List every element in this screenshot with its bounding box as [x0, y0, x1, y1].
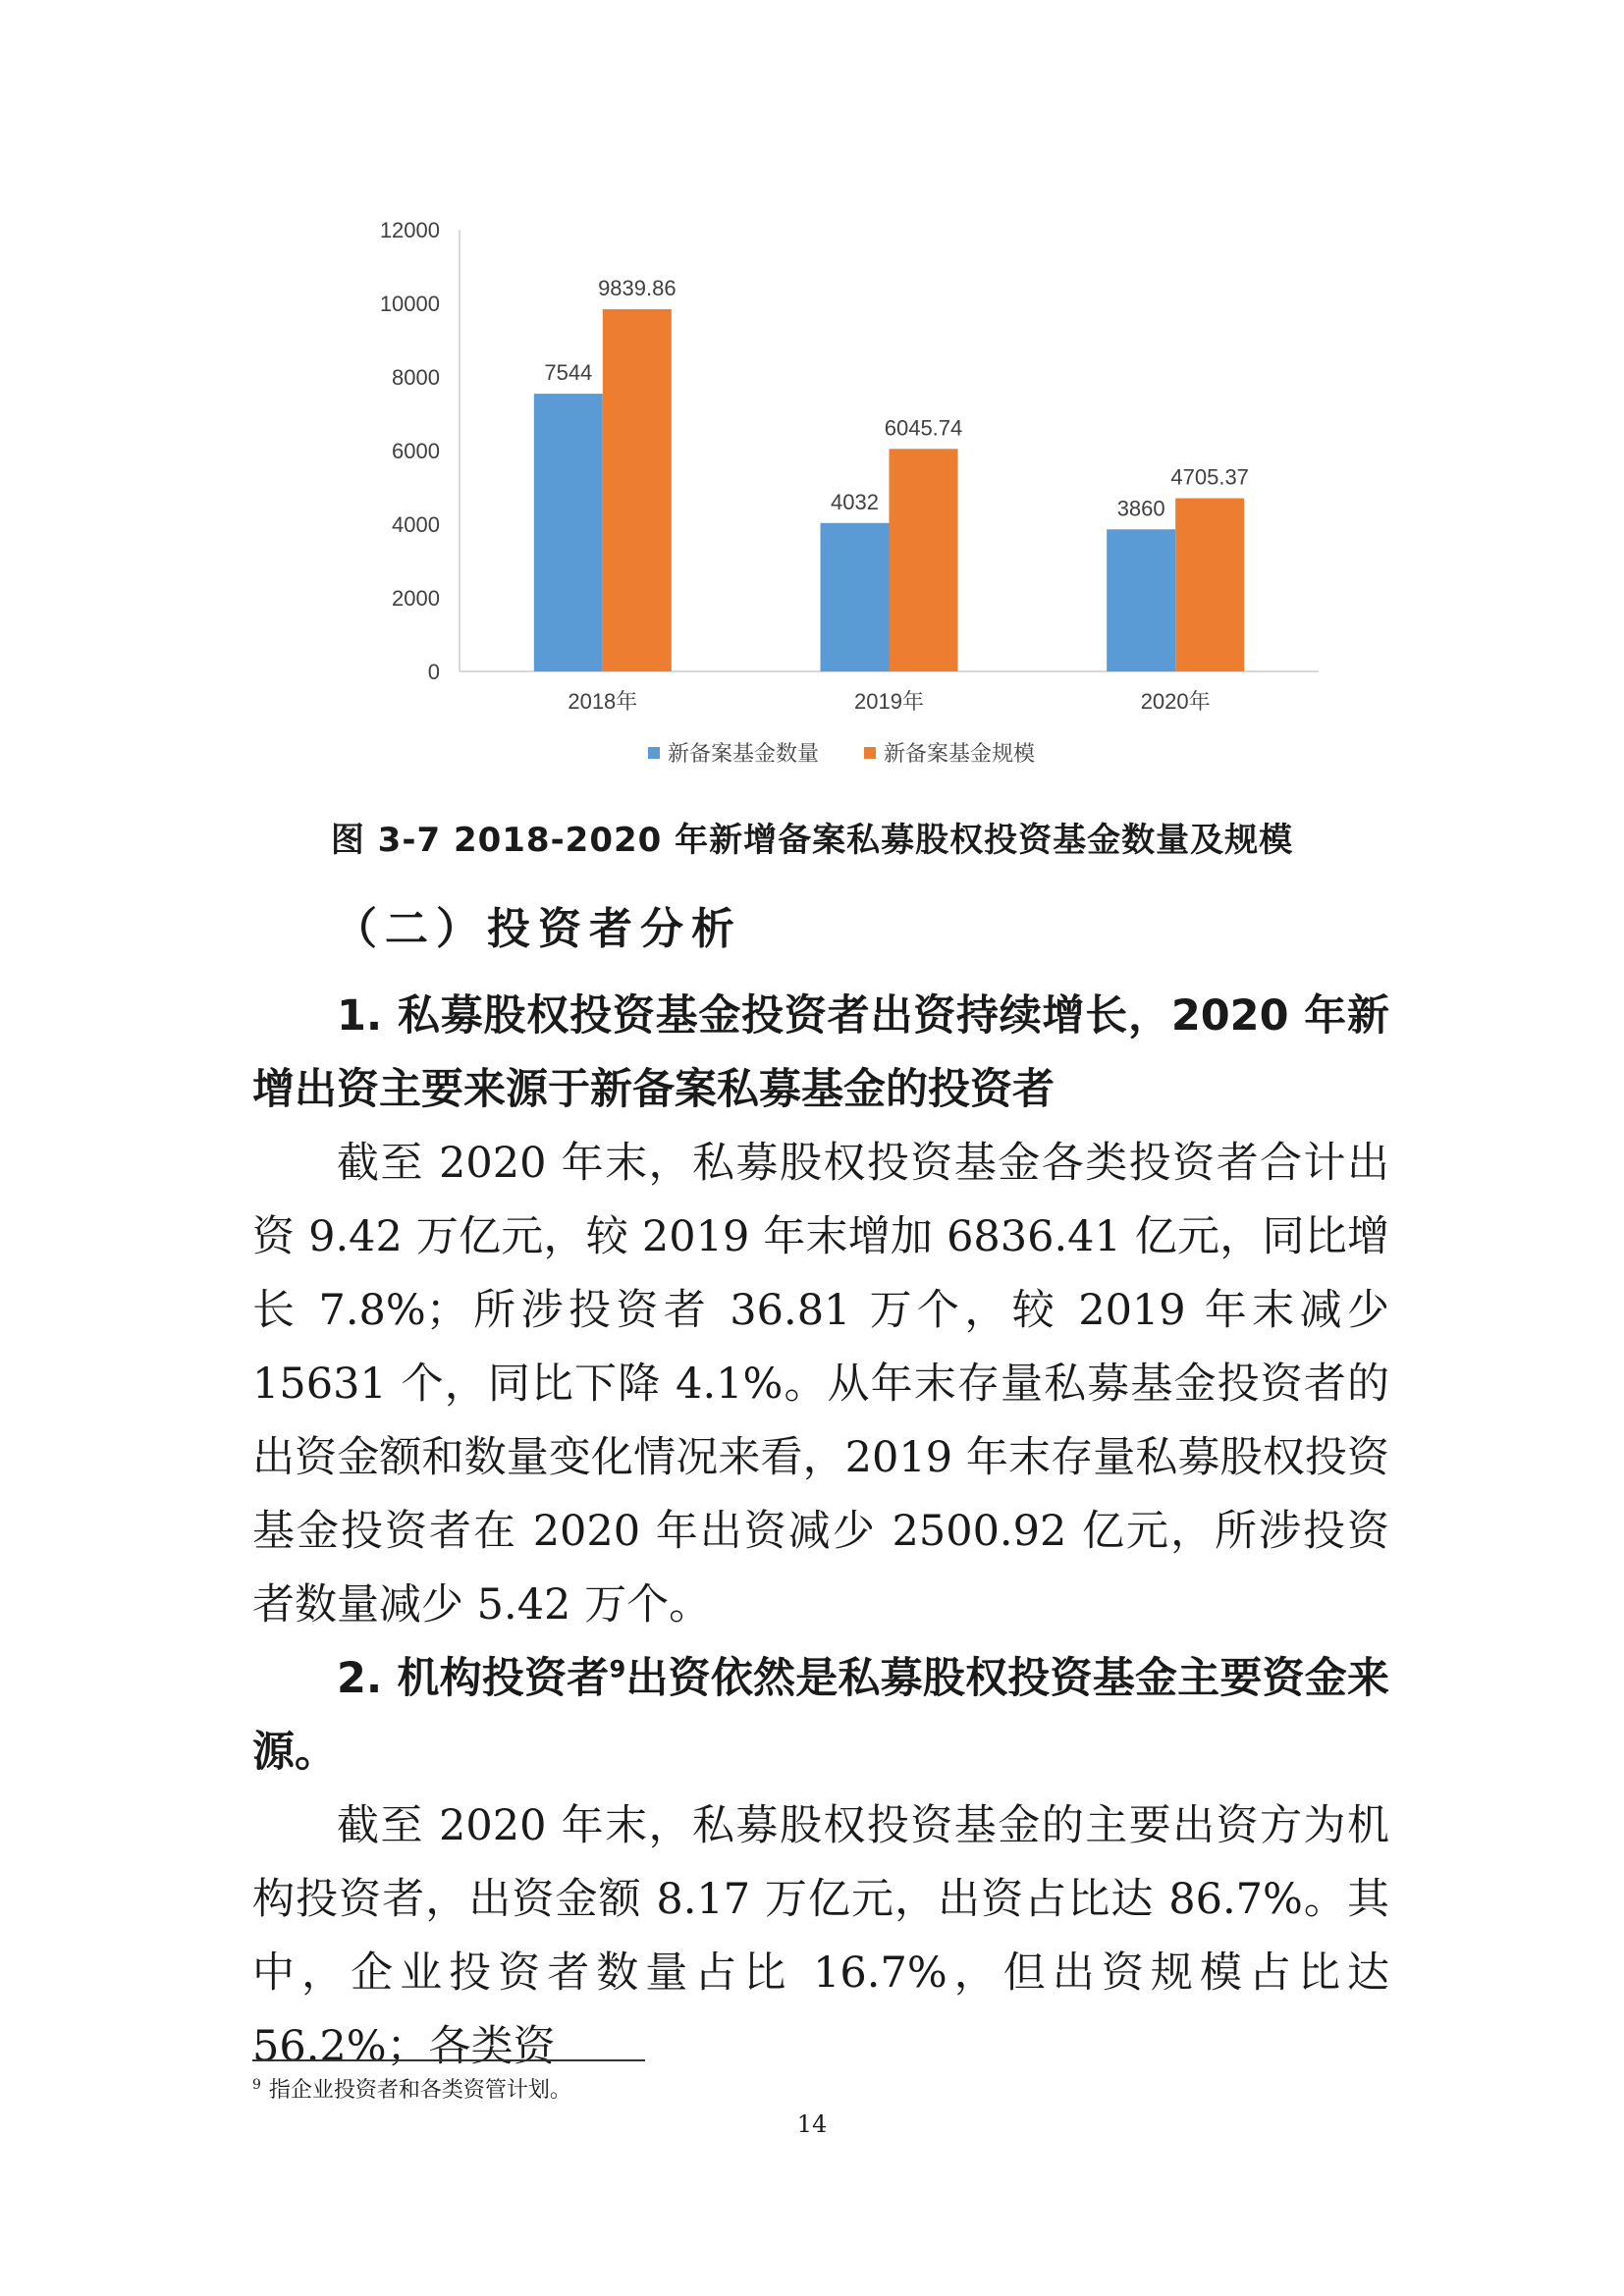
y-tick-label: 10000 [379, 292, 440, 316]
footnote-text: 指企业投资者和各类资管计划。 [268, 2078, 571, 2103]
heading-1: 1. 私募股权投资基金投资者出资持续增长，2020 年新增出资主要来源于新备案私募基金的投资者 [252, 991, 1389, 1114]
footnote-ref[interactable]: 9 [609, 1655, 626, 1683]
legend-label: 新备案基金规模 [884, 741, 1036, 766]
y-tick-label: 4000 [392, 512, 440, 537]
bar [1175, 499, 1244, 671]
x-axis-tick-labels [568, 689, 1210, 714]
bar-data-label: 4032 [831, 489, 879, 514]
figure-caption: 图 3-7 2018-2020 年新增备案私募股权投资基金数量及规模 [330, 821, 1294, 860]
bars-group [534, 309, 1244, 671]
bar-chart [0, 0, 1624, 785]
y-tick-label: 8000 [392, 365, 440, 390]
bar [1107, 529, 1175, 671]
y-axis-tick-labels [380, 218, 440, 684]
bar-data-label: 4705.37 [1170, 464, 1249, 490]
legend [648, 741, 1035, 766]
legend-swatch [648, 747, 660, 759]
bar-data-label: 6045.74 [884, 415, 963, 441]
section-title: （二）投资者分析 [334, 904, 742, 954]
y-tick-label: 0 [427, 660, 440, 684]
bar-data-label: 9839.86 [598, 276, 677, 301]
footnote [252, 2073, 571, 2104]
footnote-divider [252, 2059, 645, 2061]
y-tick-label: 6000 [392, 439, 440, 463]
x-tick-label: 2019年 [854, 689, 924, 714]
x-tick-label: 2020年 [1140, 689, 1211, 714]
heading-2 [252, 1642, 1389, 1789]
paragraph-2: 截至 2020 年末，私募股权投资基金的主要出资方为机构投资者，出资金额 8.17 万亿元，出资占比达 86.7%。其中，企业投资者数量占比 16.7%，但出资规模占比达 56.2%；各类资 [252, 1801, 1389, 2071]
heading-2-text-b: 出资依然是私募股权投资基金主要资金来源。 [252, 1654, 1389, 1777]
bar [603, 309, 672, 671]
footnote-mark: 9 [252, 2076, 261, 2093]
bar-data-label: 3860 [1116, 496, 1165, 521]
y-tick-label: 2000 [392, 586, 440, 611]
x-tick-label: 2018年 [568, 689, 638, 714]
legend-label: 新备案基金数量 [668, 741, 820, 766]
bar [821, 523, 890, 671]
legend-swatch [864, 747, 876, 759]
paragraph-1: 截至 2020 年末，私募股权投资基金各类投资者合计出资 9.42 万亿元，较 2019 年末增加 6836.41 亿元，同比增长 7.8%；所涉投资者 36.81 万个，较 2019 年末减少 15631 个，同比下降 4.1%。从年末存量私募基金投资者的出资金额和数量变化情况来看，2019 年末存量私募股权投资基金投资者在 2020 年出资减少 2500.92 亿元，所涉投资者数量减少 5.42 万个。 [252, 1139, 1389, 1629]
bar [890, 449, 958, 671]
y-tick-label: 12000 [379, 218, 440, 242]
heading-2-text-a: 2. 机构投资者 [337, 1654, 610, 1703]
page-number: 14 [796, 2110, 828, 2138]
bar [534, 394, 603, 671]
bar-data-label: 7544 [544, 360, 593, 386]
